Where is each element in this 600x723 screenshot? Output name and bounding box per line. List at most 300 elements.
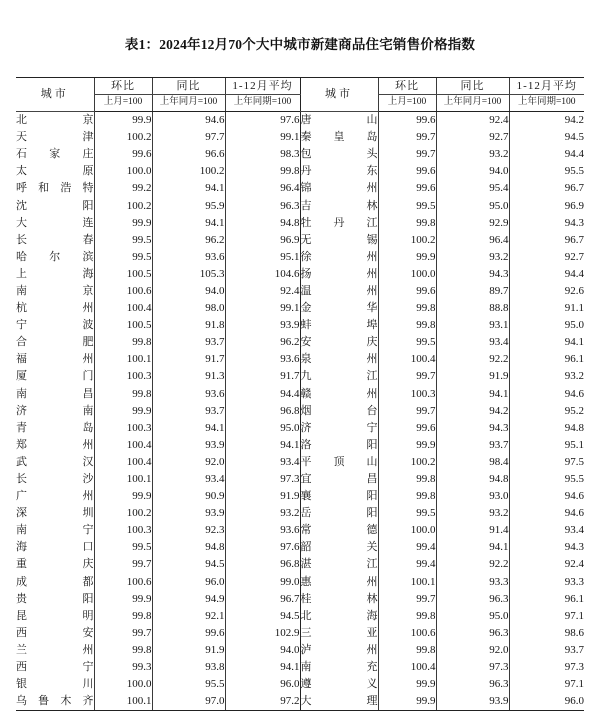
- yoy-value-right: 94.1: [436, 539, 509, 556]
- yoy-value-left: 96.6: [152, 146, 225, 163]
- avg-value-right: 93.3: [509, 574, 584, 591]
- city-name-right: 蚌埠: [300, 317, 378, 334]
- avg-value-right: 98.6: [509, 625, 584, 642]
- yoy-value-right: 92.2: [436, 556, 509, 573]
- city-name-left: 宁波: [16, 319, 94, 332]
- table-row: [16, 215, 584, 232]
- table-row: [16, 129, 584, 146]
- avg-value-left: 98.3: [225, 146, 300, 163]
- yoy-value-right: 94.3: [436, 266, 509, 283]
- header-yoy-base-right: 上年同月=100: [436, 95, 509, 112]
- mom-value-right: 100.0: [378, 266, 436, 283]
- city-name-left: 哈尔滨: [16, 250, 94, 263]
- city-name-left: 银川: [16, 678, 94, 691]
- mom-value-left: 100.0: [94, 676, 152, 693]
- table-row: [16, 676, 584, 693]
- table-row: [16, 693, 584, 711]
- mom-value-right: 100.3: [378, 386, 436, 403]
- mom-value-left: 100.1: [94, 693, 152, 711]
- yoy-value-right: 88.8: [436, 300, 509, 317]
- yoy-value-left: 94.5: [152, 556, 225, 573]
- city-name-right: 宜昌: [300, 471, 378, 488]
- mom-value-left: 99.5: [94, 249, 152, 266]
- table-row: [16, 266, 584, 283]
- avg-value-right: 96.9: [509, 197, 584, 214]
- yoy-value-right: 92.0: [436, 642, 509, 659]
- yoy-value-left: 98.0: [152, 300, 225, 317]
- mom-value-left: 99.9: [94, 215, 152, 232]
- avg-value-right: 96.7: [509, 180, 584, 197]
- mom-value-right: 99.8: [378, 642, 436, 659]
- table-row: [16, 574, 584, 591]
- mom-value-left: 99.3: [94, 659, 152, 676]
- avg-value-right: 95.2: [509, 403, 584, 420]
- table-row: [16, 249, 584, 266]
- yoy-value-right: 93.3: [436, 574, 509, 591]
- city-name-right: 丹东: [300, 163, 378, 180]
- header-avg-base-left: 上年同期=100: [225, 95, 300, 112]
- avg-value-left: 96.9: [225, 232, 300, 249]
- avg-value-right: 92.4: [509, 556, 584, 573]
- city-name-right: 湛江: [300, 556, 378, 573]
- city-name-left: 西宁: [16, 661, 94, 674]
- avg-value-left: 99.8: [225, 163, 300, 180]
- yoy-value-left: 92.0: [152, 454, 225, 471]
- mom-value-right: 99.4: [378, 556, 436, 573]
- mom-value-left: 99.2: [94, 180, 152, 197]
- mom-value-left: 100.6: [94, 574, 152, 591]
- mom-value-left: 100.2: [94, 505, 152, 522]
- mom-value-left: 99.5: [94, 232, 152, 249]
- city-name-left: 合肥: [16, 336, 94, 349]
- mom-value-left: 99.7: [94, 625, 152, 642]
- yoy-value-right: 96.3: [436, 625, 509, 642]
- city-name-left: 大连: [16, 216, 94, 229]
- mom-value-right: 99.6: [378, 420, 436, 437]
- avg-value-right: 92.7: [509, 249, 584, 266]
- city-name-right: 秦皇岛: [300, 129, 378, 146]
- avg-value-left: 94.0: [225, 642, 300, 659]
- city-name-right: 襄阳: [300, 488, 378, 505]
- avg-value-right: 91.1: [509, 300, 584, 317]
- yoy-value-left: 91.7: [152, 351, 225, 368]
- table-row: [16, 317, 584, 334]
- avg-value-left: 92.4: [225, 283, 300, 300]
- mom-value-right: 99.8: [378, 300, 436, 317]
- table-row: [16, 608, 584, 625]
- header-yoy-base-left: 上年同月=100: [152, 95, 225, 112]
- header-mom-left: 环比: [94, 78, 152, 95]
- header-yoy-right: 同比: [436, 78, 509, 95]
- city-name-left: 兰州: [16, 643, 94, 656]
- table-row: [16, 368, 584, 385]
- city-name-right: 平顶山: [300, 454, 378, 471]
- mom-value-left: 100.0: [94, 163, 152, 180]
- yoy-value-right: 89.7: [436, 283, 509, 300]
- yoy-value-right: 92.2: [436, 351, 509, 368]
- avg-value-left: 96.8: [225, 403, 300, 420]
- city-name-left: 武汉: [16, 455, 94, 468]
- header-row-metric: [16, 78, 584, 95]
- mom-value-right: 99.9: [378, 437, 436, 454]
- mom-value-left: 100.1: [94, 351, 152, 368]
- avg-value-left: 93.6: [225, 522, 300, 539]
- mom-value-right: 99.5: [378, 334, 436, 351]
- city-name-right: 常德: [300, 522, 378, 539]
- mom-value-left: 99.9: [94, 403, 152, 420]
- avg-value-left: 91.7: [225, 368, 300, 385]
- mom-value-left: 99.9: [94, 591, 152, 608]
- yoy-value-left: 92.1: [152, 608, 225, 625]
- yoy-value-left: 91.3: [152, 368, 225, 385]
- table-row: [16, 471, 584, 488]
- table-row: [16, 197, 584, 214]
- city-name-right: 金华: [300, 300, 378, 317]
- table-row: [16, 146, 584, 163]
- city-name-right: 三亚: [300, 625, 378, 642]
- avg-value-left: 93.4: [225, 454, 300, 471]
- city-name-left: 广州: [16, 490, 94, 503]
- table-row: [16, 625, 584, 642]
- mom-value-right: 99.9: [378, 249, 436, 266]
- table-row: [16, 556, 584, 573]
- city-name-left: 乌鲁木齐: [16, 693, 94, 711]
- yoy-value-left: 94.6: [152, 112, 225, 130]
- header-mom-right: 环比: [378, 78, 436, 95]
- table-row: [16, 334, 584, 351]
- mom-value-left: 99.8: [94, 642, 152, 659]
- avg-value-left: 96.4: [225, 180, 300, 197]
- avg-value-left: 94.8: [225, 215, 300, 232]
- yoy-value-right: 96.3: [436, 591, 509, 608]
- mom-value-left: 100.3: [94, 522, 152, 539]
- yoy-value-left: 96.2: [152, 232, 225, 249]
- yoy-value-left: 93.9: [152, 505, 225, 522]
- avg-value-right: 93.4: [509, 522, 584, 539]
- avg-value-left: 94.1: [225, 437, 300, 454]
- avg-value-left: 93.9: [225, 317, 300, 334]
- yoy-value-right: 93.0: [436, 488, 509, 505]
- mom-value-right: 99.7: [378, 368, 436, 385]
- avg-value-right: 97.5: [509, 454, 584, 471]
- city-name-left: 济南: [16, 404, 94, 417]
- yoy-value-left: 97.0: [152, 693, 225, 711]
- yoy-value-left: 105.3: [152, 266, 225, 283]
- avg-value-left: 96.3: [225, 197, 300, 214]
- city-name-left: 石家庄: [16, 148, 94, 161]
- city-name-left: 郑州: [16, 438, 94, 451]
- avg-value-left: 104.6: [225, 266, 300, 283]
- yoy-value-right: 96.3: [436, 676, 509, 693]
- city-name-left: 北京: [16, 114, 94, 127]
- city-name-right: 烟台: [300, 403, 378, 420]
- yoy-value-right: 91.9: [436, 368, 509, 385]
- mom-value-right: 99.6: [378, 283, 436, 300]
- avg-value-right: 93.7: [509, 642, 584, 659]
- table-row: [16, 522, 584, 539]
- yoy-value-right: 92.7: [436, 129, 509, 146]
- header-mom-base-right: 上月=100: [378, 95, 436, 112]
- mom-value-right: 99.8: [378, 488, 436, 505]
- yoy-value-right: 94.0: [436, 163, 509, 180]
- yoy-value-right: 93.9: [436, 693, 509, 711]
- mom-value-right: 100.1: [378, 574, 436, 591]
- yoy-value-right: 92.9: [436, 215, 509, 232]
- mom-value-left: 100.3: [94, 420, 152, 437]
- mom-value-left: 100.5: [94, 266, 152, 283]
- mom-value-left: 100.1: [94, 471, 152, 488]
- yoy-value-left: 94.1: [152, 420, 225, 437]
- city-name-right: 安庆: [300, 334, 378, 351]
- yoy-value-left: 95.9: [152, 197, 225, 214]
- avg-value-right: 94.6: [509, 386, 584, 403]
- yoy-value-left: 91.8: [152, 317, 225, 334]
- avg-value-left: 99.1: [225, 300, 300, 317]
- mom-value-left: 99.8: [94, 608, 152, 625]
- city-name-left: 重庆: [16, 558, 94, 571]
- avg-value-left: 97.2: [225, 693, 300, 711]
- yoy-value-right: 93.7: [436, 437, 509, 454]
- yoy-value-right: 93.2: [436, 249, 509, 266]
- table-row: [16, 403, 584, 420]
- avg-value-left: 91.9: [225, 488, 300, 505]
- table-row: [16, 659, 584, 676]
- avg-value-left: 97.6: [225, 539, 300, 556]
- city-name-right: 大理: [300, 693, 378, 711]
- mom-value-right: 99.7: [378, 591, 436, 608]
- avg-value-left: 94.4: [225, 386, 300, 403]
- yoy-value-right: 98.4: [436, 454, 509, 471]
- city-name-left: 长春: [16, 233, 94, 246]
- table-row: [16, 642, 584, 659]
- yoy-value-right: 94.8: [436, 471, 509, 488]
- mom-value-right: 99.6: [378, 112, 436, 130]
- table-row: [16, 163, 584, 180]
- city-name-right: 泸州: [300, 642, 378, 659]
- mom-value-right: 99.5: [378, 505, 436, 522]
- avg-value-right: 92.6: [509, 283, 584, 300]
- avg-value-right: 95.5: [509, 163, 584, 180]
- yoy-value-right: 93.1: [436, 317, 509, 334]
- city-name-left: 青岛: [16, 421, 94, 434]
- city-name-left: 长沙: [16, 473, 94, 486]
- yoy-value-left: 96.0: [152, 574, 225, 591]
- price-index-table: [16, 77, 584, 711]
- yoy-value-right: 97.3: [436, 659, 509, 676]
- city-name-left: 杭州: [16, 302, 94, 315]
- city-name-left: 沈阳: [16, 199, 94, 212]
- avg-value-right: 94.6: [509, 505, 584, 522]
- mom-value-right: 99.6: [378, 180, 436, 197]
- table-row: [16, 283, 584, 300]
- yoy-value-left: 94.0: [152, 283, 225, 300]
- mom-value-right: 99.7: [378, 129, 436, 146]
- yoy-value-left: 91.9: [152, 642, 225, 659]
- avg-value-right: 97.1: [509, 676, 584, 693]
- yoy-value-left: 100.2: [152, 163, 225, 180]
- city-name-left: 厦门: [16, 370, 94, 383]
- city-name-left: 南宁: [16, 524, 94, 537]
- yoy-value-right: 95.4: [436, 180, 509, 197]
- table-row: [16, 180, 584, 197]
- city-name-right: 唐山: [300, 112, 378, 130]
- avg-value-right: 94.8: [509, 420, 584, 437]
- table-row: [16, 539, 584, 556]
- table-header: [16, 78, 584, 112]
- table-row: [16, 437, 584, 454]
- yoy-value-left: 93.6: [152, 249, 225, 266]
- mom-value-right: 99.7: [378, 146, 436, 163]
- city-name-right: 北海: [300, 608, 378, 625]
- avg-value-left: 93.6: [225, 351, 300, 368]
- table-row: [16, 232, 584, 249]
- yoy-value-right: 94.2: [436, 403, 509, 420]
- avg-value-right: 94.5: [509, 129, 584, 146]
- city-name-right: 桂林: [300, 591, 378, 608]
- yoy-value-left: 93.6: [152, 386, 225, 403]
- table-body: [16, 112, 584, 711]
- yoy-value-left: 94.9: [152, 591, 225, 608]
- mom-value-right: 99.9: [378, 676, 436, 693]
- avg-value-right: 94.1: [509, 334, 584, 351]
- table-row: [16, 591, 584, 608]
- yoy-value-left: 93.9: [152, 437, 225, 454]
- yoy-value-left: 94.1: [152, 180, 225, 197]
- mom-value-left: 100.2: [94, 197, 152, 214]
- avg-value-right: 93.2: [509, 368, 584, 385]
- avg-value-right: 94.4: [509, 266, 584, 283]
- mom-value-left: 100.4: [94, 300, 152, 317]
- city-name-right: 徐州: [300, 249, 378, 266]
- city-name-left: 呼和浩特: [16, 182, 94, 195]
- yoy-value-left: 94.8: [152, 539, 225, 556]
- yoy-value-left: 93.7: [152, 403, 225, 420]
- city-name-right: 扬州: [300, 266, 378, 283]
- mom-value-left: 99.8: [94, 386, 152, 403]
- mom-value-right: 99.4: [378, 539, 436, 556]
- avg-value-right: 96.0: [509, 693, 584, 711]
- table-row: [16, 488, 584, 505]
- header-city-right: 城市: [300, 78, 378, 112]
- avg-value-right: 94.6: [509, 488, 584, 505]
- city-name-right: 无锡: [300, 232, 378, 249]
- avg-value-right: 94.3: [509, 215, 584, 232]
- city-name-left: 深圳: [16, 507, 94, 520]
- city-name-left: 海口: [16, 541, 94, 554]
- avg-value-right: 94.2: [509, 112, 584, 130]
- yoy-value-left: 95.5: [152, 676, 225, 693]
- mom-value-right: 100.2: [378, 454, 436, 471]
- yoy-value-right: 93.2: [436, 505, 509, 522]
- mom-value-right: 99.8: [378, 608, 436, 625]
- mom-value-right: 100.2: [378, 232, 436, 249]
- avg-value-left: 96.7: [225, 591, 300, 608]
- city-name-right: 锦州: [300, 180, 378, 197]
- mom-value-left: 99.8: [94, 334, 152, 351]
- avg-value-right: 94.3: [509, 539, 584, 556]
- yoy-value-left: 97.7: [152, 129, 225, 146]
- city-name-left: 昆明: [16, 609, 94, 622]
- avg-value-right: 95.5: [509, 471, 584, 488]
- header-avg-base-right: 上年同期=100: [509, 95, 584, 112]
- mom-value-left: 100.3: [94, 368, 152, 385]
- mom-value-right: 99.8: [378, 215, 436, 232]
- table-row: [16, 454, 584, 471]
- avg-value-right: 96.1: [509, 591, 584, 608]
- avg-value-left: 97.6: [225, 112, 300, 130]
- yoy-value-left: 93.7: [152, 334, 225, 351]
- avg-value-right: 97.3: [509, 659, 584, 676]
- avg-value-right: 97.1: [509, 608, 584, 625]
- table-row: [16, 386, 584, 403]
- city-name-left: 成都: [16, 575, 94, 588]
- city-name-right: 岳阳: [300, 505, 378, 522]
- yoy-value-right: 94.3: [436, 420, 509, 437]
- mom-value-right: 99.8: [378, 471, 436, 488]
- avg-value-right: 95.0: [509, 317, 584, 334]
- city-name-right: 韶关: [300, 539, 378, 556]
- mom-value-right: 100.6: [378, 625, 436, 642]
- header-city-left: 城市: [16, 78, 94, 112]
- city-name-right: 牡丹江: [300, 215, 378, 232]
- city-name-right: 温州: [300, 283, 378, 300]
- header-avg-right: 1-12月平均: [509, 78, 584, 95]
- mom-value-right: 100.4: [378, 351, 436, 368]
- city-name-right: 惠州: [300, 574, 378, 591]
- city-name-right: 九江: [300, 368, 378, 385]
- city-name-left: 南昌: [16, 387, 94, 400]
- yoy-value-left: 93.8: [152, 659, 225, 676]
- mom-value-right: 100.4: [378, 659, 436, 676]
- city-name-right: 包头: [300, 146, 378, 163]
- mom-value-left: 100.6: [94, 283, 152, 300]
- city-name-right: 济宁: [300, 420, 378, 437]
- yoy-value-left: 99.6: [152, 625, 225, 642]
- yoy-value-left: 92.3: [152, 522, 225, 539]
- yoy-value-right: 96.4: [436, 232, 509, 249]
- header-yoy-left: 同比: [152, 78, 225, 95]
- page-title: 表1：2024年12月70个大中城市新建商品住宅销售价格指数: [124, 37, 476, 52]
- yoy-value-right: 95.0: [436, 608, 509, 625]
- avg-value-left: 94.1: [225, 659, 300, 676]
- mom-value-left: 99.7: [94, 556, 152, 573]
- mom-value-left: 100.4: [94, 454, 152, 471]
- avg-value-left: 96.2: [225, 334, 300, 351]
- table-row: [16, 505, 584, 522]
- city-name-right: 南充: [300, 659, 378, 676]
- avg-value-left: 102.9: [225, 625, 300, 642]
- yoy-value-left: 93.4: [152, 471, 225, 488]
- avg-value-left: 96.8: [225, 556, 300, 573]
- mom-value-right: 99.7: [378, 403, 436, 420]
- city-name-right: 吉林: [300, 197, 378, 214]
- table-row: [16, 112, 584, 130]
- avg-value-left: 94.5: [225, 608, 300, 625]
- yoy-value-left: 90.9: [152, 488, 225, 505]
- mom-value-left: 99.5: [94, 539, 152, 556]
- yoy-value-right: 91.4: [436, 522, 509, 539]
- city-name-left: 南京: [16, 284, 94, 297]
- yoy-value-right: 93.4: [436, 334, 509, 351]
- mom-value-left: 100.4: [94, 437, 152, 454]
- city-name-left: 天津: [16, 131, 94, 144]
- mom-value-right: 99.6: [378, 163, 436, 180]
- city-name-left: 太原: [16, 165, 94, 178]
- mom-value-left: 100.2: [94, 129, 152, 146]
- mom-value-left: 99.9: [94, 488, 152, 505]
- table-container: [16, 53, 584, 711]
- yoy-value-left: 94.1: [152, 215, 225, 232]
